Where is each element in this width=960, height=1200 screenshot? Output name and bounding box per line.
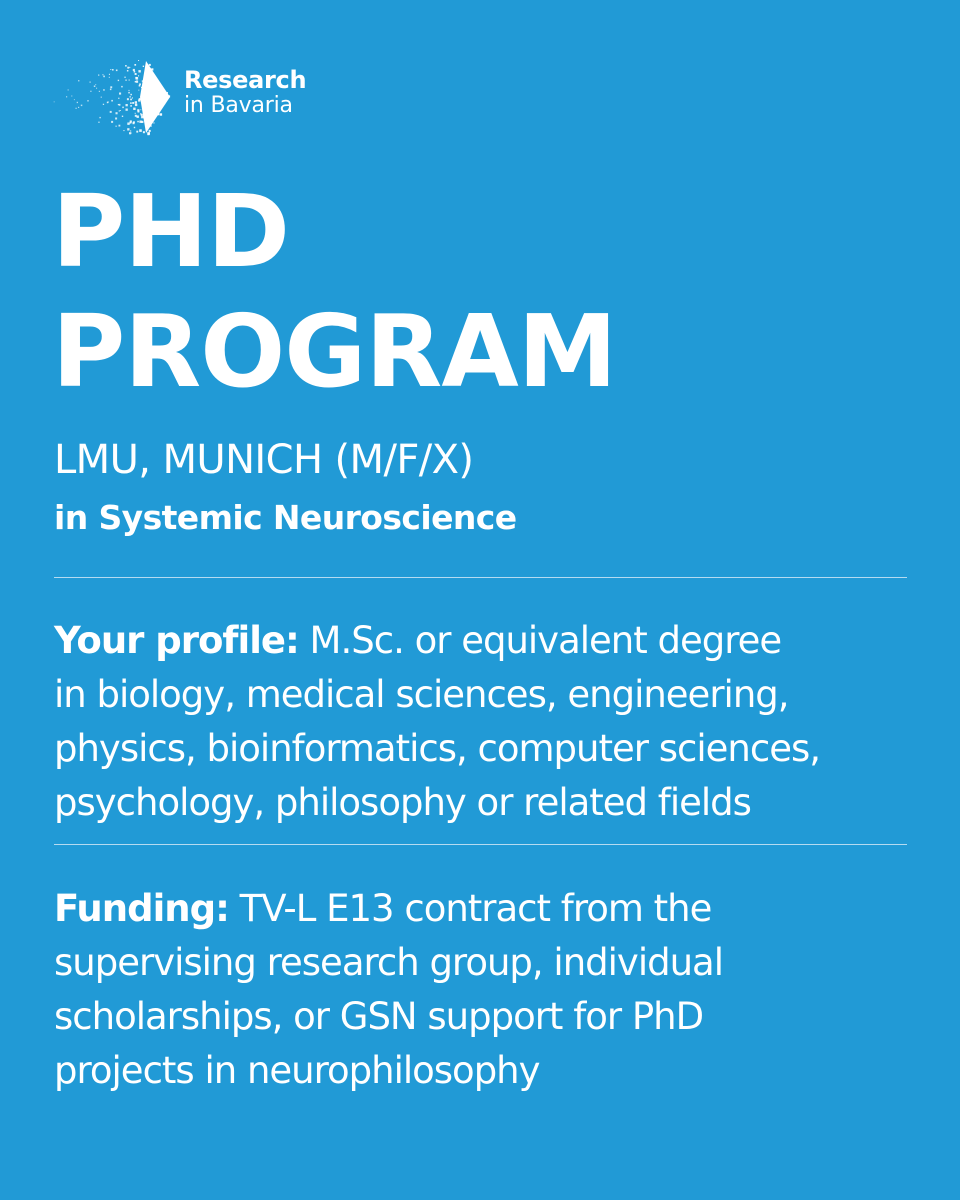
logo-dot — [137, 121, 139, 123]
funding-section — [54, 882, 934, 1098]
logo-dot — [137, 116, 139, 118]
profile-line-1 — [54, 614, 934, 668]
research-field: in Systemic Neuroscience — [54, 498, 517, 537]
logo-dot — [103, 89, 105, 91]
logo-dot — [135, 101, 137, 103]
logo-dot — [122, 107, 124, 109]
logo-dot — [103, 76, 105, 78]
headline-line-2: PROGRAM — [52, 293, 617, 410]
logo-dot — [87, 100, 88, 101]
logo-dot — [98, 122, 99, 123]
logo-dot — [153, 122, 154, 123]
logo-dot — [134, 127, 135, 128]
headline — [52, 172, 616, 412]
logo-dot — [119, 93, 121, 95]
logo-dot — [125, 80, 126, 81]
profile-text-1: M.Sc. or equivalent degree — [298, 619, 782, 662]
logo-dot — [119, 104, 121, 106]
logo-dot — [143, 66, 144, 67]
pixel-dissolve-diamond-icon — [50, 58, 172, 136]
logo-dot — [66, 96, 67, 97]
logo-dot — [81, 105, 83, 107]
divider — [54, 844, 907, 845]
logo-dot — [112, 69, 114, 71]
logo-dot — [90, 82, 91, 83]
logo-dot — [139, 129, 142, 132]
logo-dot — [143, 131, 145, 133]
logo-dot — [127, 123, 129, 125]
logo-dot — [126, 109, 128, 111]
logo-dot — [110, 89, 112, 91]
logo-dot — [110, 69, 111, 70]
logo-dot — [111, 100, 113, 102]
logo-dot — [125, 65, 127, 67]
logo-dot — [98, 75, 99, 76]
profile-line-3: physics, bioinformatics, computer sciences, — [54, 727, 820, 770]
logo-dot — [127, 98, 129, 100]
logo-dot — [118, 98, 119, 99]
logo-dot — [127, 67, 129, 69]
research-in-bavaria-logo — [50, 58, 310, 138]
logo-dot — [121, 86, 123, 88]
logo-dot — [111, 121, 113, 123]
logo-dot — [132, 97, 133, 98]
logo-wordmark — [184, 68, 306, 117]
logo-dot — [129, 80, 130, 81]
logo-dot — [136, 131, 138, 133]
logo-dot — [160, 113, 162, 115]
logo-dot — [109, 74, 110, 75]
logo-dot — [119, 110, 120, 111]
logo-dot — [149, 130, 151, 132]
logo-dot — [149, 64, 151, 66]
logo-dot — [130, 105, 132, 107]
logo-dot — [139, 83, 141, 85]
logo-dot — [138, 75, 139, 76]
logo-dot — [107, 102, 108, 103]
logo-dot — [130, 102, 132, 104]
logo-dot — [138, 111, 140, 113]
logo-dot — [74, 99, 75, 100]
logo-dot — [131, 133, 132, 134]
logo-dot — [90, 91, 91, 92]
logo-dot — [138, 90, 139, 91]
logo-dot — [127, 128, 129, 130]
profile-label: Your profile: — [54, 619, 299, 662]
logo-dot — [116, 112, 118, 114]
logo-dot — [140, 109, 141, 110]
logo-line-2: in Bavaria — [184, 93, 293, 118]
logo-dot — [129, 67, 130, 68]
logo-dot — [138, 60, 139, 61]
logo-dot — [133, 108, 135, 110]
funding-line-2: supervising research group, individual — [54, 941, 723, 984]
logo-dot — [123, 130, 124, 131]
logo-dot — [118, 80, 119, 81]
logo-dot — [140, 113, 141, 114]
logo-dot — [116, 126, 117, 127]
funding-text-1: TV-L E13 contract from the — [228, 887, 712, 930]
logo-dot — [68, 89, 69, 90]
logo-dot — [101, 97, 102, 98]
logo-dot — [128, 92, 130, 94]
logo-dot — [119, 125, 121, 127]
headline-line-1: PHD — [52, 173, 289, 290]
logo-dot — [130, 94, 132, 96]
logo-dot — [120, 110, 121, 111]
profile-line-4: psychology, philosophy or related fields — [54, 781, 751, 824]
logo-dot — [130, 99, 132, 101]
logo-dot — [71, 96, 72, 97]
logo-dot — [130, 96, 131, 97]
logo-dot — [76, 108, 77, 109]
funding-line-1 — [54, 882, 934, 936]
logo-dot — [135, 77, 137, 79]
logo-dot — [110, 86, 112, 88]
logo-dot — [135, 113, 136, 114]
logo-dot — [135, 115, 137, 117]
logo-dot — [138, 70, 140, 72]
logo-dot — [134, 71, 136, 73]
logo-dot — [103, 104, 104, 105]
logo-dot — [132, 102, 134, 104]
logo-dot — [141, 121, 143, 123]
logo-dot — [135, 73, 137, 75]
logo-dot — [129, 132, 131, 134]
logo-dot — [135, 104, 137, 106]
logo-dot — [109, 77, 110, 78]
logo-dot — [102, 74, 103, 75]
logo-dot — [78, 107, 79, 108]
logo-dot — [94, 86, 96, 88]
logo-dot — [110, 111, 112, 113]
logo-dot — [124, 77, 125, 78]
profile-section — [54, 614, 934, 830]
logo-dot — [136, 81, 138, 83]
logo-dot — [77, 102, 78, 103]
logo-dot — [133, 69, 135, 71]
logo-dot — [99, 91, 100, 92]
funding-line-4: projects in neurophilosophy — [54, 1049, 540, 1092]
divider — [54, 577, 907, 578]
logo-dot — [127, 70, 128, 72]
logo-dot — [129, 90, 130, 91]
logo-dot — [134, 64, 136, 66]
logo-dot — [116, 70, 118, 72]
logo-dot — [130, 122, 132, 124]
logo-dot — [96, 88, 97, 89]
logo-dot — [54, 101, 55, 102]
funding-label: Funding: — [54, 887, 229, 930]
profile-line-2: in biology, medical sciences, engineering, — [54, 673, 789, 716]
logo-diamond-tip — [140, 61, 170, 133]
logo-line-1: Research — [184, 66, 307, 94]
logo-dot — [130, 130, 131, 131]
logo-dot — [147, 133, 149, 135]
logo-dot — [122, 116, 123, 117]
logo-dot — [115, 118, 117, 120]
logo-dot — [99, 117, 100, 118]
funding-line-3: scholarships, or GSN support for PhD — [54, 995, 704, 1038]
institution-location: LMU, MUNICH (M/F/X) — [54, 437, 474, 483]
logo-dot — [126, 104, 128, 106]
logo-dot — [95, 84, 96, 85]
logo-dot — [78, 80, 79, 81]
logo-dot — [133, 121, 135, 123]
